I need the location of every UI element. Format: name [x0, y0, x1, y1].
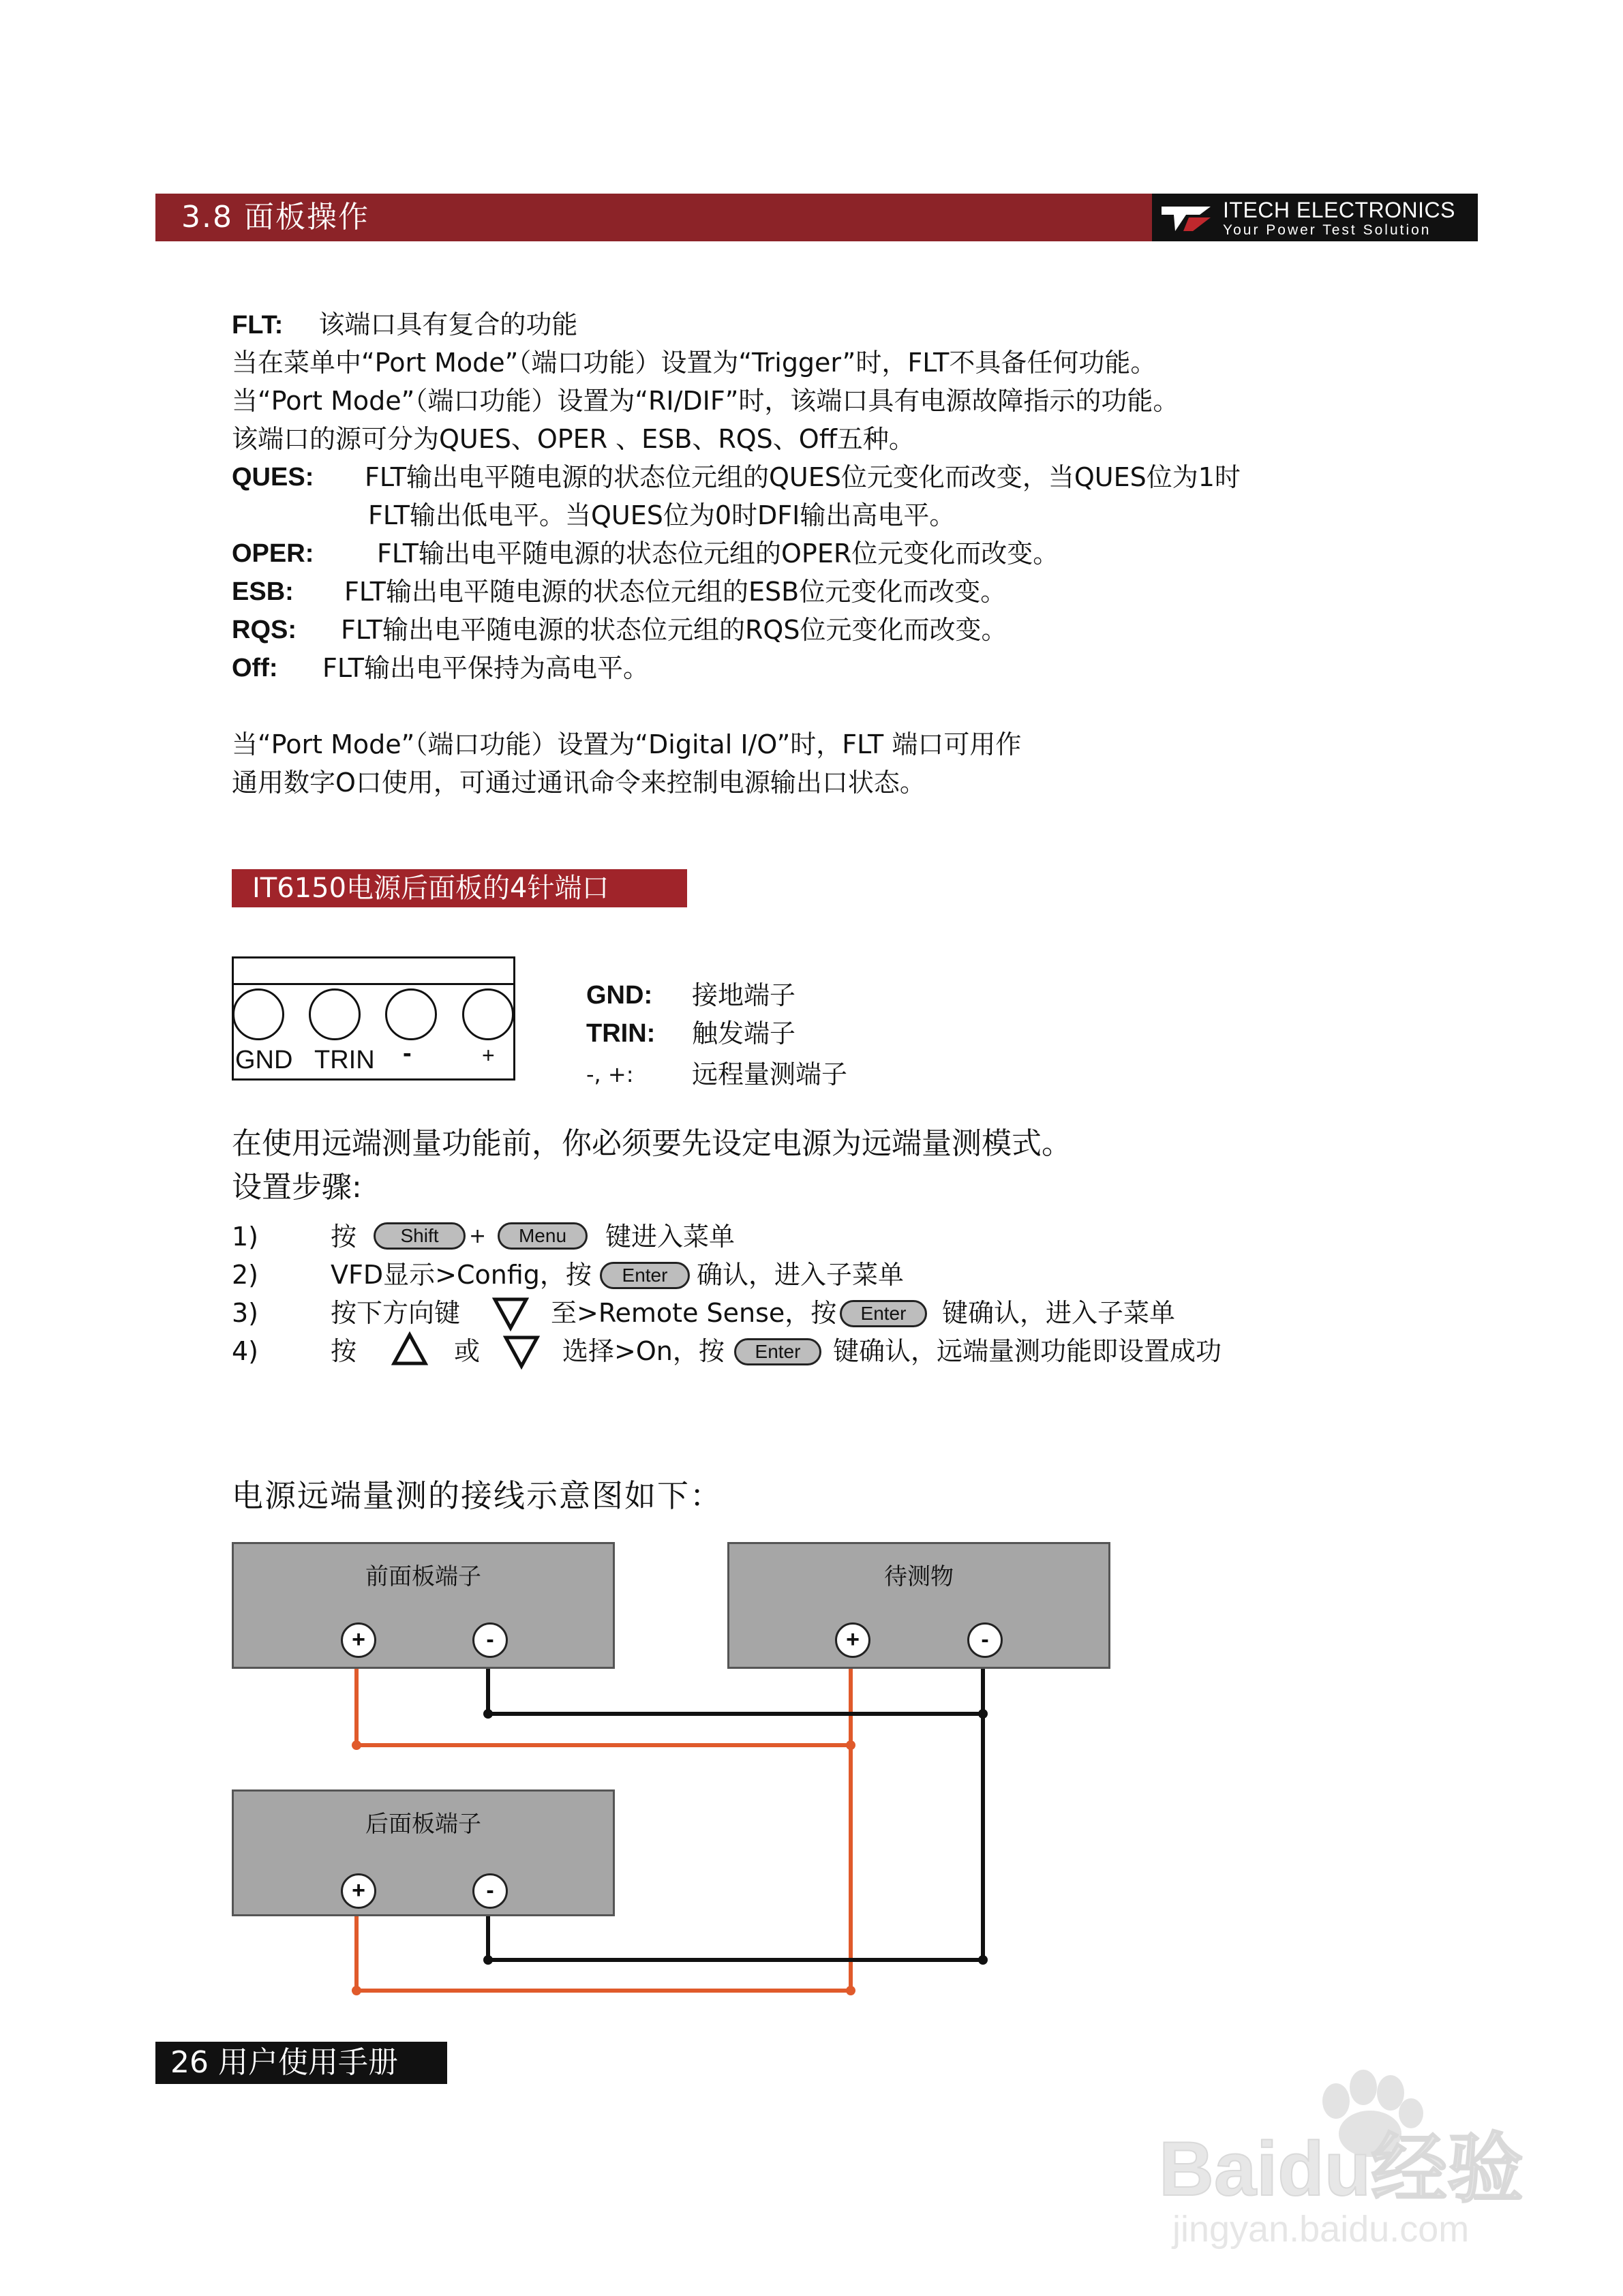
shift-key: Shift	[374, 1222, 466, 1250]
step-1-number: 1)	[232, 1222, 259, 1252]
step-3-number: 3)	[232, 1298, 259, 1328]
remote-sense-intro: 在使用远端测量功能前，你必须要先设定电源为远端量测模式。	[232, 1126, 1072, 1161]
front-panel-label: 前面板端子	[365, 1563, 481, 1590]
step-4-press: 按	[331, 1336, 357, 1366]
dut-label: 待测物	[884, 1563, 954, 1590]
front-plus-terminal: +	[341, 1622, 376, 1658]
wiring-diagram-title: 电源远端量测的接线示意图如下：	[232, 1477, 723, 1514]
port-section-title: IT6150电源后面板的4针端口	[232, 869, 687, 907]
step-1-text: 键进入菜单	[605, 1222, 735, 1252]
brand-name: ITECH ELECTRONICS	[1223, 198, 1455, 222]
ques-text-2: FLT输出低电平。当QUES位为0时DFI输出高电平。	[368, 500, 956, 530]
step-2-pre: VFD显示>Config，按	[331, 1260, 592, 1290]
oper-text: FLT输出电平随电源的状态位元组的OPER位元变化而改变。	[377, 539, 1059, 569]
esb-label: ESB:	[232, 577, 294, 606]
rear-minus-terminal: -	[472, 1873, 508, 1909]
legend-trin-value: 触发端子	[692, 1018, 796, 1048]
junction-dot	[846, 1986, 855, 1995]
legend-trin-key: TRIN:	[586, 1019, 656, 1048]
junction-dot	[483, 1955, 493, 1965]
junction-dot	[483, 1709, 493, 1719]
flt-line-2: 当“Port Mode”（端口功能）设置为“RI/DIF”时，该端口具有电源故障指示的功能。	[232, 386, 1179, 416]
pin-label-minus: -	[403, 1039, 412, 1068]
section-title: 3.8 面板操作	[181, 200, 369, 235]
step-2-number: 2)	[232, 1260, 259, 1290]
step-3-mid: 至>Remote Sense，按	[551, 1298, 837, 1328]
legend-gnd-key: GND:	[586, 981, 653, 1010]
rqs-text: FLT输出电平随电源的状态位元组的RQS位元变化而改变。	[341, 615, 1007, 645]
watermark-brand: Baidu经验	[1159, 2126, 1524, 2211]
step-4-mid: 选择>On，按	[562, 1336, 725, 1366]
step-4-text: 键确认，远端量测功能即设置成功	[833, 1336, 1222, 1366]
menu-key: Menu	[498, 1222, 588, 1250]
esb-text: FLT输出电平随电源的状态位元组的ESB位元变化而改变。	[344, 577, 1007, 607]
digital-io-line-1: 当“Port Mode”（端口功能）设置为“Digital I/O”时，FLT 端口可用作	[232, 729, 1022, 759]
pin-label-plus: +	[482, 1043, 495, 1068]
page-footer: 26 用户使用手册	[155, 2042, 447, 2084]
step-1-press: 按	[331, 1222, 357, 1252]
watermark-url: jingyan.baidu.com	[1172, 2209, 1470, 2250]
legend-sense-value: 远程量测端子	[692, 1059, 848, 1089]
enter-key-step-3: Enter	[840, 1300, 927, 1327]
steps-title: 设置步骤:	[232, 1170, 362, 1205]
step-3-text: 键确认，进入子菜单	[942, 1298, 1176, 1328]
dut-box	[727, 1542, 1110, 1669]
front-panel-terminal-box	[232, 1542, 615, 1669]
flt-description: 该端口具有复合的功能	[318, 309, 578, 339]
flt-line-3: 该端口的源可分为QUES、OPER 、ESB、RQS、Off五种。	[232, 424, 915, 454]
front-minus-terminal: -	[472, 1622, 508, 1658]
step-4-number: 4)	[232, 1336, 259, 1366]
step-1-plus: +	[469, 1224, 487, 1248]
ques-text: FLT输出电平随电源的状态位元组的QUES位元变化而改变，当QUES位为1时	[365, 462, 1241, 492]
enter-key-step-2: Enter	[600, 1262, 690, 1289]
dut-minus-terminal: -	[967, 1622, 1003, 1658]
flt-line-1: 当在菜单中“Port Mode”（端口功能）设置为“Trigger”时，FLT不具备任何功能。	[232, 348, 1157, 378]
pin-label-gnd: GND	[235, 1046, 293, 1074]
junction-dot	[846, 1740, 855, 1750]
rear-panel-terminal-box	[232, 1789, 615, 1916]
step-4-or: 或	[454, 1336, 481, 1366]
flt-label: FLT:	[232, 311, 284, 339]
enter-key-step-4: Enter	[734, 1338, 821, 1365]
off-label: Off:	[232, 654, 278, 682]
junction-dot	[352, 1986, 361, 1995]
legend-sense-key: -, +:	[586, 1061, 634, 1087]
off-text: FLT输出电平保持为高电平。	[322, 653, 650, 683]
ques-label: QUES:	[232, 463, 314, 492]
pin-label-trin: TRIN	[314, 1046, 375, 1074]
oper-label: OPER:	[232, 539, 314, 568]
step-2-text: 确认，进入子菜单	[697, 1260, 905, 1290]
rear-plus-terminal: +	[341, 1873, 376, 1909]
rqs-label: RQS:	[232, 616, 297, 644]
dut-plus-terminal: +	[835, 1622, 870, 1658]
junction-dot	[978, 1955, 988, 1965]
brand-tagline: Your Power Test Solution	[1223, 222, 1431, 238]
digital-io-line-2: 通用数字O口使用，可通过通讯命令来控制电源输出口状态。	[232, 768, 926, 798]
junction-dot	[978, 1709, 988, 1719]
rear-panel-label: 后面板端子	[365, 1811, 481, 1838]
step-3-pre: 按下方向键	[331, 1298, 461, 1328]
baidu-watermark	[1159, 2059, 1568, 2263]
legend-gnd-value: 接地端子	[692, 980, 796, 1010]
junction-dot	[352, 1740, 361, 1750]
